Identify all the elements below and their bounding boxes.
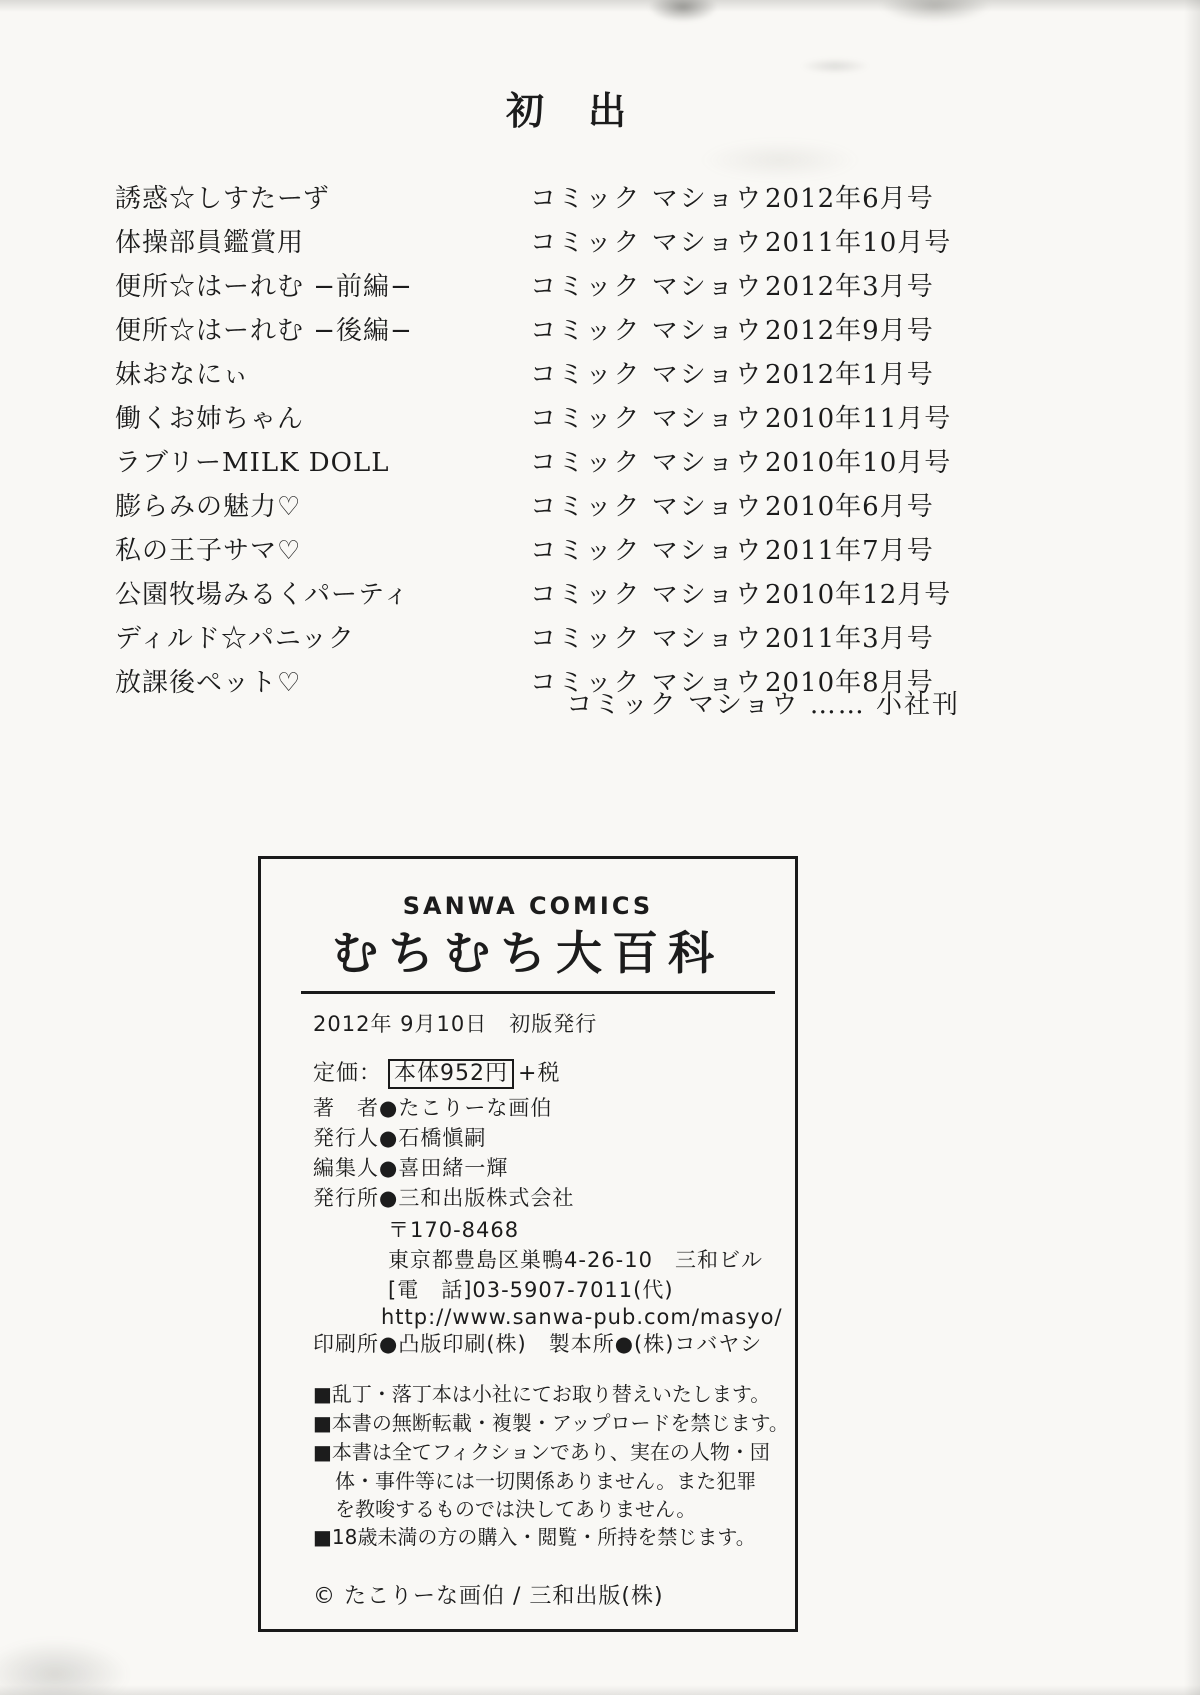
work-title: 便所☆はーれむ −前編− (115, 272, 413, 302)
work-title: 働くお姉ちゃん (115, 404, 305, 434)
list-item (115, 444, 1095, 488)
work-title: ディルド☆パニック (115, 624, 355, 654)
printer-binder-line: 印刷所●凸版印刷(株) 製本所●(株)コバヤシ (313, 1332, 763, 1356)
scan-smudge (880, 0, 990, 22)
scan-edge-shading (1184, 0, 1200, 1695)
issue-date: 2010年8月号 (765, 668, 934, 698)
edition-line: 2012年 9月10日 初版発行 (313, 1012, 598, 1036)
magazine-name: コミック マショウ (530, 228, 764, 258)
magazine-name: コミック マショウ (530, 492, 764, 522)
issue-date: 2010年12月号 (765, 580, 952, 610)
magazine-name: コミック マショウ (530, 404, 764, 434)
notice-line: ■本書は全てフィクションであり、実在の人物・団 (313, 1440, 770, 1464)
notice-line: ■18歳未満の方の購入・閲覧・所持を禁じます。 (313, 1525, 756, 1549)
issue-date: 2012年3月号 (765, 272, 934, 302)
notice-line: 体・事件等には一切関係ありません。また犯罪 (335, 1469, 757, 1493)
notice-line: ■本書の無断転載・複製・アップロードを禁じます。 (313, 1411, 789, 1435)
work-title: ラブリーMILK DOLL (115, 448, 390, 478)
work-title: 誘惑☆しすたーず (115, 184, 330, 214)
divider (301, 991, 775, 994)
work-title: 公園牧場みるくパーティ (115, 580, 410, 610)
street-address: 東京都豊島区巣鴨4-26-10 三和ビル (388, 1248, 763, 1272)
work-title: 便所☆はーれむ −後編− (115, 316, 413, 346)
price-line (313, 1059, 560, 1089)
issue-date: 2011年10月号 (765, 228, 952, 258)
work-title: 放課後ペット♡ (115, 668, 302, 698)
scan-edge-shading (0, 1685, 1200, 1695)
scan-smudge (700, 140, 860, 180)
publication-list (115, 180, 1095, 708)
work-title: 膨らみの魅力♡ (115, 492, 302, 522)
notice-line: を教唆するものでは決してありません。 (335, 1497, 697, 1521)
scan-edge-shading (0, 0, 1200, 12)
issue-date: 2010年6月号 (765, 492, 934, 522)
magazine-name: コミック マショウ (530, 272, 764, 302)
magazine-name: コミック マショウ (530, 448, 764, 478)
publisher-person-line: 発行人●石橋愼嗣 (313, 1126, 487, 1150)
issue-date: 2012年9月号 (765, 316, 934, 346)
list-item (115, 312, 1095, 356)
copyright-line: © たこりーな画伯 / 三和出版(株) (313, 1584, 664, 1609)
colophon-box (258, 856, 798, 1632)
issue-date: 2011年3月号 (765, 624, 934, 654)
list-item (115, 224, 1095, 268)
notice-line: ■乱丁・落丁本は小社にてお取り替えいたします。 (313, 1382, 771, 1406)
scan-smudge (800, 58, 870, 74)
imprint-name: SANWA COMICS (402, 892, 654, 920)
list-item (115, 400, 1095, 444)
magazine-name: コミック マショウ (530, 184, 764, 214)
phone-line: [電 話]03-5907-7011(代) (388, 1278, 674, 1302)
magazine-publisher-note: コミック マショウ …… 小社刊 (566, 690, 960, 720)
magazine-name: コミック マショウ (530, 668, 764, 698)
magazine-name: コミック マショウ (530, 624, 764, 654)
issue-date: 2010年11月号 (765, 404, 952, 434)
list-item (115, 576, 1095, 620)
work-title: 私の王子サマ♡ (115, 536, 302, 566)
list-item (115, 488, 1095, 532)
list-item (115, 620, 1095, 664)
postal-code: 〒170-8468 (388, 1218, 520, 1242)
magazine-name: コミック マショウ (530, 536, 764, 566)
scan-smudge (648, 0, 718, 22)
work-title: 体操部員鑑賞用 (115, 228, 305, 258)
price-tax-suffix: +税 (518, 1061, 561, 1086)
list-item (115, 268, 1095, 312)
work-title: 妹おなにぃ (115, 360, 250, 390)
issue-date: 2011年7月号 (765, 536, 934, 566)
magazine-name: コミック マショウ (530, 316, 764, 346)
author-line: 著 者●たこりーな画伯 (313, 1096, 553, 1120)
list-item (115, 180, 1095, 224)
publisher-company-line: 発行所●三和出版株式会社 (313, 1186, 575, 1210)
price-value: 本体952円 (388, 1059, 514, 1089)
website-url: http://www.sanwa-pub.com/masyo/ (381, 1305, 783, 1329)
magazine-name: コミック マショウ (530, 580, 764, 610)
issue-date: 2012年6月号 (765, 184, 934, 214)
list-item (115, 532, 1095, 576)
magazine-name: コミック マショウ (530, 360, 764, 390)
editor-line: 編集人●喜田緒一輝 (313, 1156, 509, 1180)
book-title: むちむち大百科 (332, 926, 724, 980)
issue-date: 2012年1月号 (765, 360, 934, 390)
list-item (115, 356, 1095, 400)
price-label: 定価： (313, 1061, 383, 1086)
issue-date: 2010年10月号 (765, 448, 952, 478)
scan-smudge (0, 1639, 130, 1695)
page-title: 初 出 (506, 88, 630, 133)
